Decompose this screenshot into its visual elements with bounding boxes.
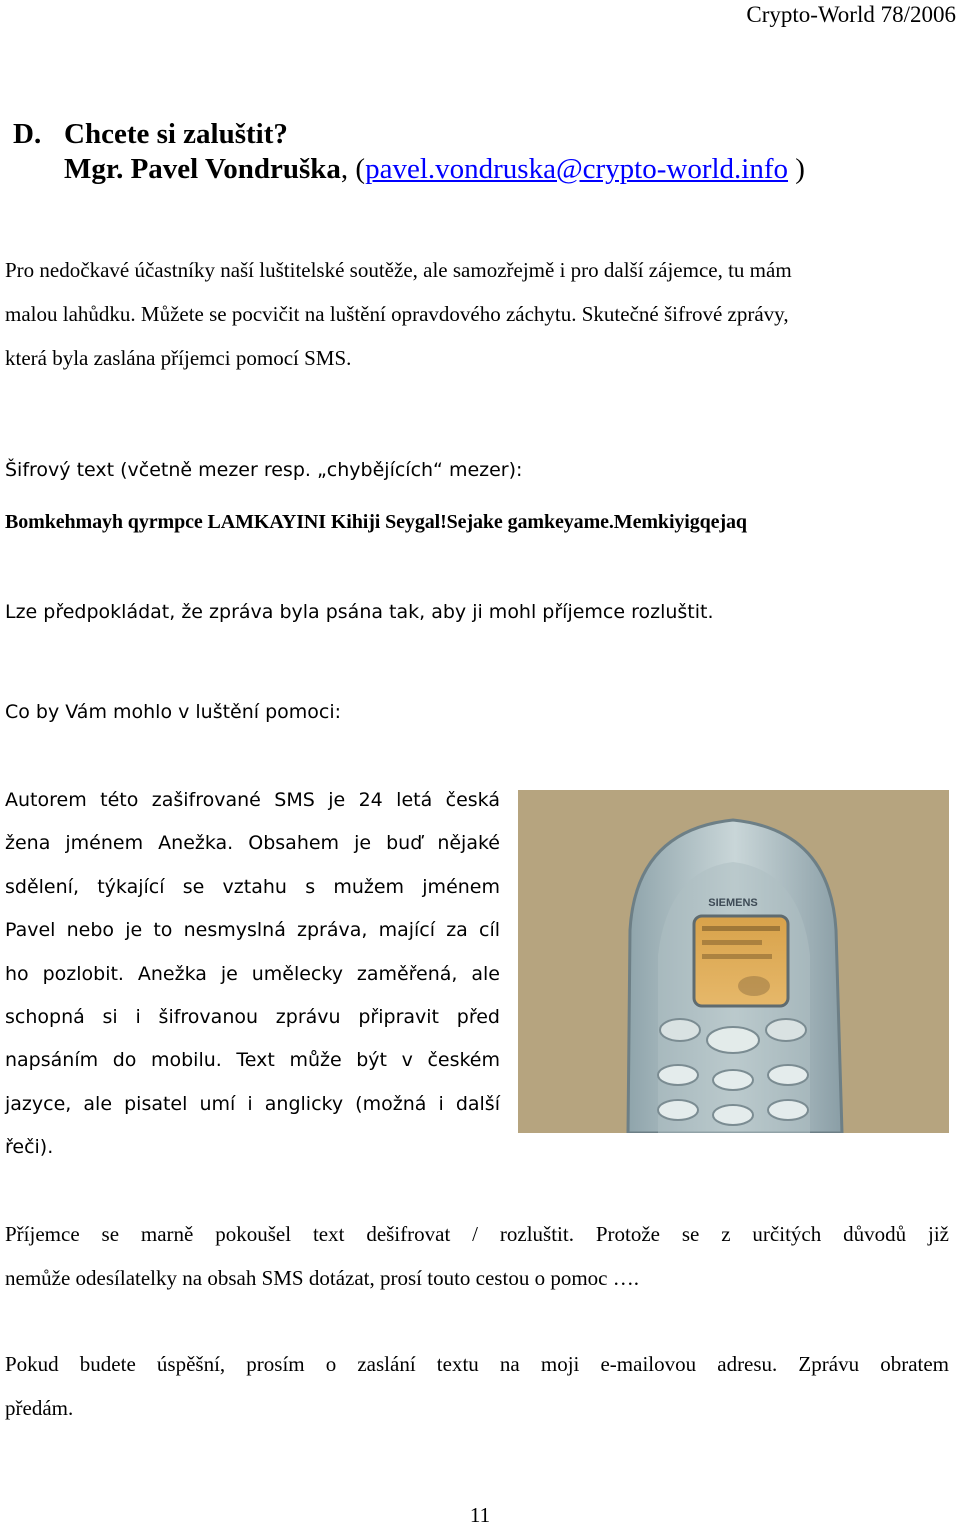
author-email-link[interactable]: pavel.vondruska@crypto-world.info — [365, 153, 789, 185]
section-number: D. — [13, 118, 42, 150]
author-line — [64, 149, 805, 189]
screen-reflection — [738, 976, 770, 996]
keypad-key — [713, 1105, 753, 1125]
page-number: 11 — [469, 1503, 491, 1527]
cipher-label: Šifrový text (včetně mezer resp. „chybějících“ mezer): — [5, 459, 523, 481]
screen-line — [702, 954, 772, 959]
navigation-key — [707, 1027, 759, 1053]
success-paragraph — [5, 1342, 949, 1430]
left-soft-key — [660, 1019, 700, 1041]
author-name: Mgr. Pavel Vondruška — [64, 153, 341, 185]
keypad-key — [768, 1065, 808, 1085]
screen-line — [702, 940, 762, 945]
info-line: jazyce, ale pisatel umí i anglicky (možná i další — [5, 1092, 500, 1115]
info-line: sdělení, týkající se vztahu s mužem jménem — [5, 875, 500, 898]
help-heading: Co by Vám mohlo v luštění pomoci: — [5, 701, 342, 723]
keypad-key — [658, 1065, 698, 1085]
info-line: řeči). — [5, 1136, 54, 1159]
intro-line: která byla zaslána příjemci pomocí SMS. — [5, 346, 352, 370]
success-line: předám. — [5, 1396, 74, 1420]
info-line: Autorem této zašifrované SMS je 24 letá česká — [5, 789, 500, 811]
right-soft-key — [766, 1019, 806, 1041]
section-title: Chcete si zaluštit? — [64, 118, 288, 150]
intro-paragraph — [5, 248, 949, 380]
mobile-phone-photo — [518, 790, 949, 1133]
intro-line: malou lahůdku. Můžete se pocvičit na luštění opravdového záchytu. Skutečné šifrové zprávy, — [5, 302, 789, 326]
keypad-key — [658, 1100, 698, 1120]
success-line: Pokud budete úspěšní, prosím o zaslání textu na moji e-mailovou adresu. Zprávu obratem — [5, 1352, 949, 1376]
info-line: žena jménem Anežka. Obsahem je buď nějaké — [5, 832, 500, 855]
assumption-text: Lze předpokládat, že zpráva byla psána tak, aby ji mohl příjemce rozluštit. — [5, 601, 714, 623]
section-heading — [13, 114, 288, 154]
phone-illustration — [518, 790, 949, 1133]
receiver-line: Příjemce se marně pokoušel text dešifrovat / rozluštit. Protože se z určitých důvodů již — [5, 1222, 949, 1246]
intro-line: Pro nedočkavé účastníky naší luštitelské soutěže, ale samozřejmě i pro další zájemce, tu mám — [5, 258, 792, 282]
info-line: napsáním do mobilu. Text může být v českém — [5, 1049, 500, 1072]
keypad-key — [713, 1070, 753, 1090]
running-header: Crypto-World 78/2006 — [746, 2, 956, 27]
screen-line — [702, 926, 780, 931]
receiver-paragraph — [5, 1212, 949, 1300]
info-line: Pavel nebo je to nesmyslná zpráva, mající za cíl — [5, 919, 500, 942]
phone-brand: SIEMENS — [708, 897, 758, 909]
author-suffix: ) — [788, 153, 805, 185]
keypad-key — [768, 1100, 808, 1120]
cipher-text: Bomkehmayh qyrmpce LAMKAYINI Kihiji Seygal!Sejake gamkeyame.Memkiyigqejaq — [5, 511, 747, 533]
author-prefix: , ( — [340, 153, 366, 185]
info-line: schopná si i šifrovanou zprávu připravit před — [5, 1005, 500, 1028]
receiver-line: nemůže odesílatelky na obsah SMS dotázat, prosí touto cestou o pomoc …. — [5, 1266, 639, 1290]
author-info-paragraph — [5, 778, 500, 1169]
info-line: ho pozlobit. Anežka je umělecky zaměřená, ale — [5, 962, 500, 985]
